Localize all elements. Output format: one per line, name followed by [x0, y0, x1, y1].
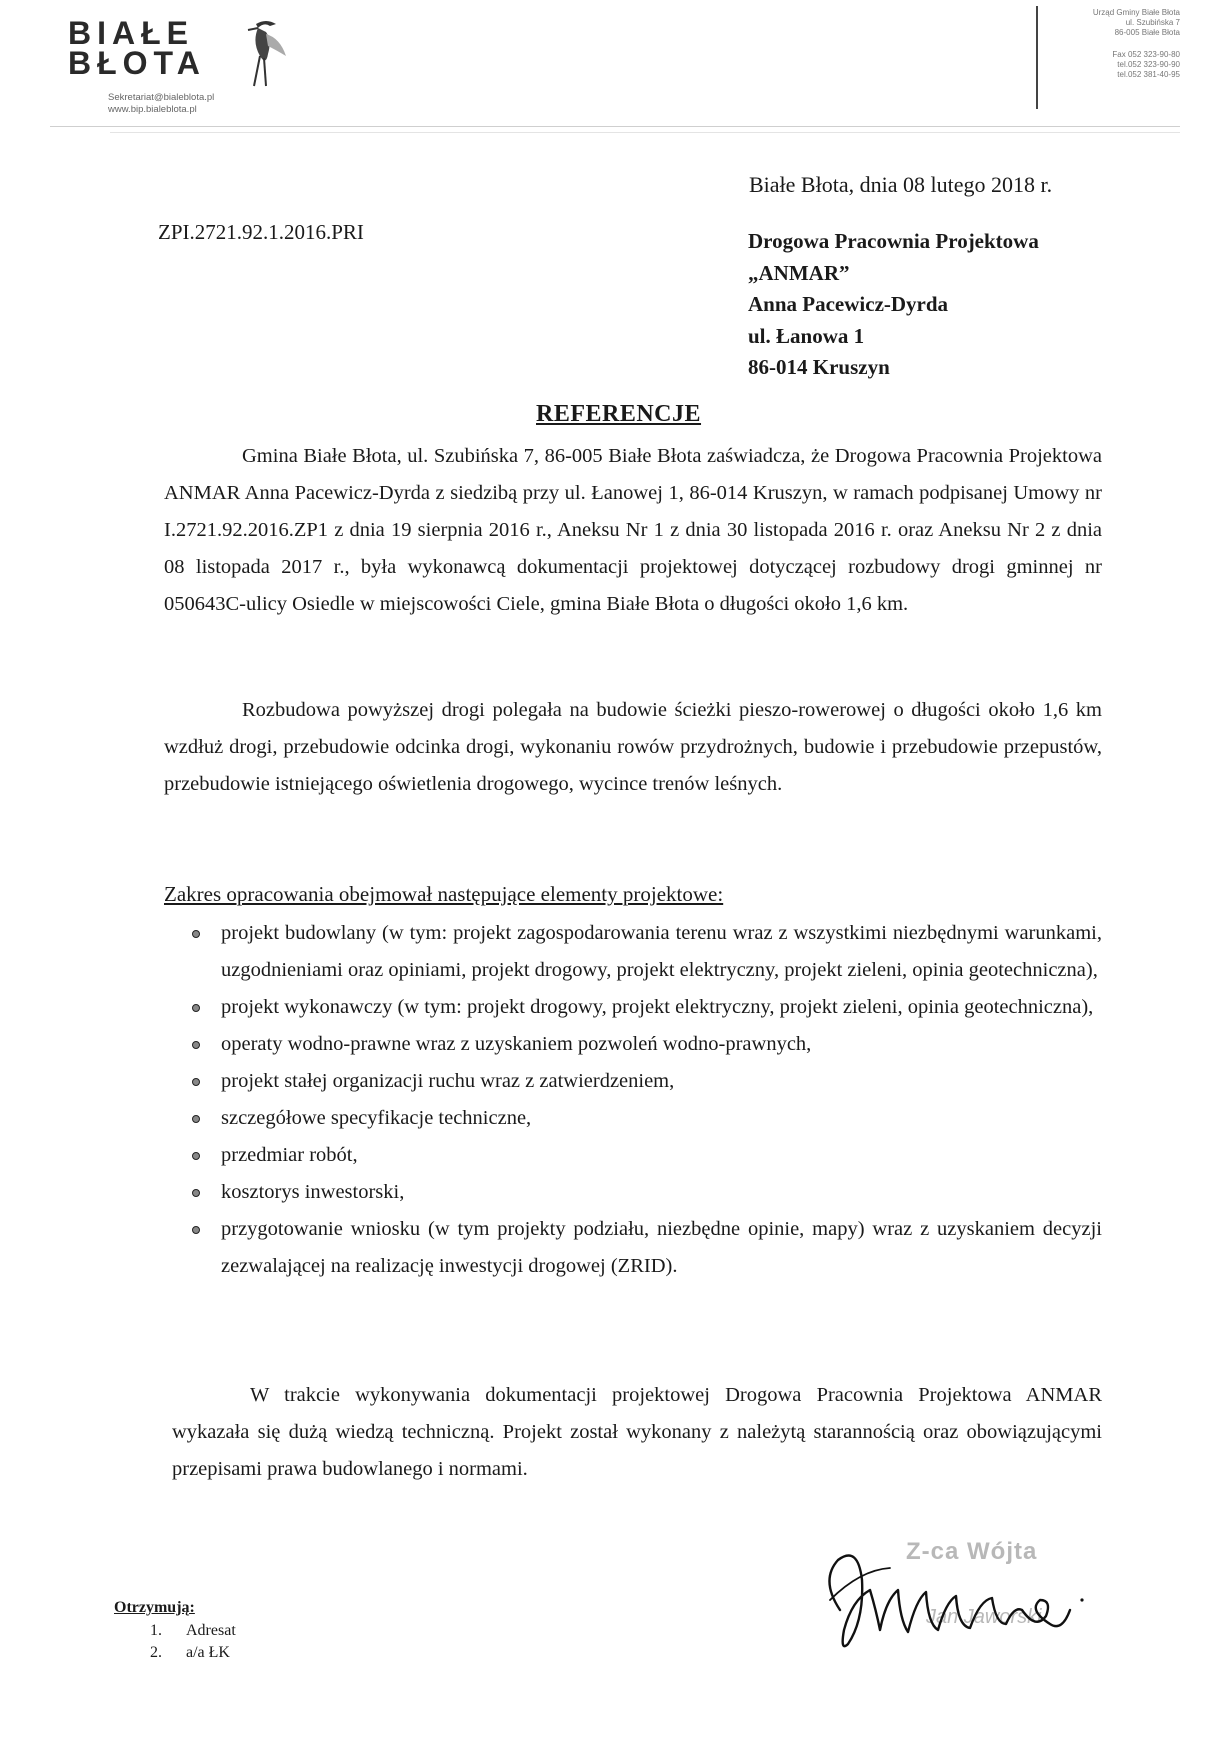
- office-street: ul. Szubińska 7: [1125, 18, 1180, 27]
- recipients-list: [150, 1620, 236, 1664]
- list-item-text: projekt wykonawczy (w tym: projekt drogowy, projekt elektryczny, projekt zieleni, opinia geotechniczna),: [221, 996, 1094, 1018]
- list-item: [188, 1026, 1102, 1063]
- list-item: [188, 989, 1102, 1026]
- stamp-position: Z-ca Wójta: [906, 1538, 1038, 1565]
- bullet-icon: [192, 1078, 200, 1086]
- document-title: REFERENCJE: [536, 401, 702, 427]
- list-item: [188, 1211, 1102, 1285]
- recipient-text: Adresat: [186, 1622, 236, 1639]
- list-item: [188, 1100, 1102, 1137]
- scope-heading: Zakres opracowania obejmował następujące elementy projektowe:: [164, 882, 724, 906]
- addressee-line-1: Drogowa Pracownia Projektowa: [748, 229, 1039, 253]
- list-item-text: kosztorys inwestorski,: [221, 1181, 405, 1203]
- letterhead-contact: [108, 92, 214, 116]
- signature-icon: [800, 1540, 1120, 1655]
- header-rule-secondary: [110, 132, 1180, 133]
- bullet-icon: [192, 1152, 200, 1160]
- recipient-number: 2.: [150, 1644, 162, 1661]
- addressee-line-4: ul. Łanowa 1: [748, 323, 865, 348]
- office-name: Urząd Gminy Białe Błota: [1092, 8, 1180, 17]
- list-item: [188, 1137, 1102, 1174]
- list-item-text: projekt budowlany (w tym: projekt zagospodarowania terenu wraz z wszystkimi niezbędnymi warunkami, uzgodnieniami oraz opiniami, projekt drogowy, projekt elektryczny, projekt zieleni, opinia geotechniczna),: [221, 922, 1102, 981]
- paragraph-intro: Gmina Białe Błota, ul. Szubińska 7, 86-005 Białe Błota zaświadcza, że Drogowa Pracownia Projektowa ANMAR Anna Pacewicz-Dyrda z siedzibą przy ul. Łanowej 1, 86-014 Kruszyn, w ramach podpisanej Umowy nr I.2721.92.2016.ZP1 z dnia 19 sierpnia 2016 r., Aneksu Nr 1 z dnia 30 listopada 2016 r. oraz Aneksu Nr 2 z dnia 08 listopada 2017 r., była wykonawcą dokumentacji projektowej dotyczącej rozbudowy drogi gminnej nr 050643C-ulicy Osiedle w miejscowości Ciele, gmina Białe Błota o długości około 1,6 km.: [164, 445, 1102, 615]
- stork-logo-icon: [236, 16, 292, 90]
- office-city: 86-005 Białe Błota: [1114, 28, 1180, 37]
- bullet-icon: [192, 930, 200, 938]
- list-item-text: operaty wodno-prawne wraz z uzyskaniem pozwoleń wodno-prawnych,: [221, 1033, 812, 1055]
- recipient-number: 1.: [150, 1622, 162, 1639]
- addressee-line-2: „ANMAR”: [748, 260, 850, 285]
- paragraph-evaluation: W trakcie wykonywania dokumentacji projektowej Drogowa Pracownia Projektowa ANMAR wykazała się dużą wiedzą techniczną. Projekt został wykonany z należytą starannością oraz obowiązującymi przepisami prawa budowlanego i normami.: [172, 1384, 1102, 1480]
- office-tel-2: tel.052 381-40-95: [1117, 70, 1180, 79]
- date-line: Białe Błota, dnia 08 lutego 2018 r.: [749, 172, 1053, 197]
- list-item-text: przedmiar robót,: [221, 1144, 358, 1166]
- recipient-item: [150, 1620, 236, 1642]
- reference-number: ZPI.2721.92.1.2016.PRI: [158, 220, 364, 244]
- logo-line-1: BIAŁE: [68, 15, 194, 51]
- list-item: [188, 915, 1102, 989]
- list-item: [188, 1063, 1102, 1100]
- letterhead-email: Sekretariat@bialeblota.pl: [108, 92, 215, 103]
- list-item-text: projekt stałej organizacji ruchu wraz z zatwierdzeniem,: [221, 1070, 675, 1092]
- letterhead-website: www.bip.bialeblota.pl: [108, 104, 197, 115]
- paragraph-scope-of-works: Rozbudowa powyższej drogi polegała na budowie ścieżki pieszo-rowerowej o długości około 1,6 km wzdłuż drogi, przebudowie odcinka drogi, wykonaniu rowów przydrożnych, budowie i przebudowie przepustów, przebudowie istniejącego oświetlenia drogowego, wycince trenów leśnych.: [164, 699, 1102, 795]
- recipients-heading: Otrzymują:: [114, 1599, 195, 1616]
- bullet-icon: [192, 1226, 200, 1234]
- logo-line-2: BŁOTA: [68, 45, 206, 81]
- logo-wordmark: [68, 15, 206, 81]
- header-rule: [50, 126, 1180, 127]
- office-address-block: [960, 8, 1180, 80]
- addressee-block: [748, 226, 1039, 384]
- list-item-text: przygotowanie wniosku (w tym projekty podziału, niezbędne opinie, mapy) wraz z uzyskaniem decyzji zezwalającej na realizację inwestycji drogowej (ZRID).: [221, 1218, 1102, 1277]
- bullet-icon: [192, 1189, 200, 1197]
- bullet-icon: [192, 1004, 200, 1012]
- addressee-line-5: 86-014 Kruszyn: [748, 355, 890, 379]
- stamp-name: Jan Jaworski: [926, 1606, 1042, 1628]
- recipient-item: [150, 1642, 236, 1664]
- recipient-text: a/a ŁK: [186, 1644, 230, 1661]
- bullet-icon: [192, 1115, 200, 1123]
- office-fax: Fax 052 323-90-80: [1112, 50, 1180, 59]
- bullet-icon: [192, 1041, 200, 1049]
- scope-list: [188, 915, 1102, 1285]
- list-item-text: szczegółowe specyfikacje techniczne,: [221, 1107, 532, 1129]
- addressee-line-3: Anna Pacewicz-Dyrda: [748, 292, 949, 316]
- list-item: [188, 1174, 1102, 1211]
- office-tel-1: tel.052 323-90-90: [1117, 60, 1180, 69]
